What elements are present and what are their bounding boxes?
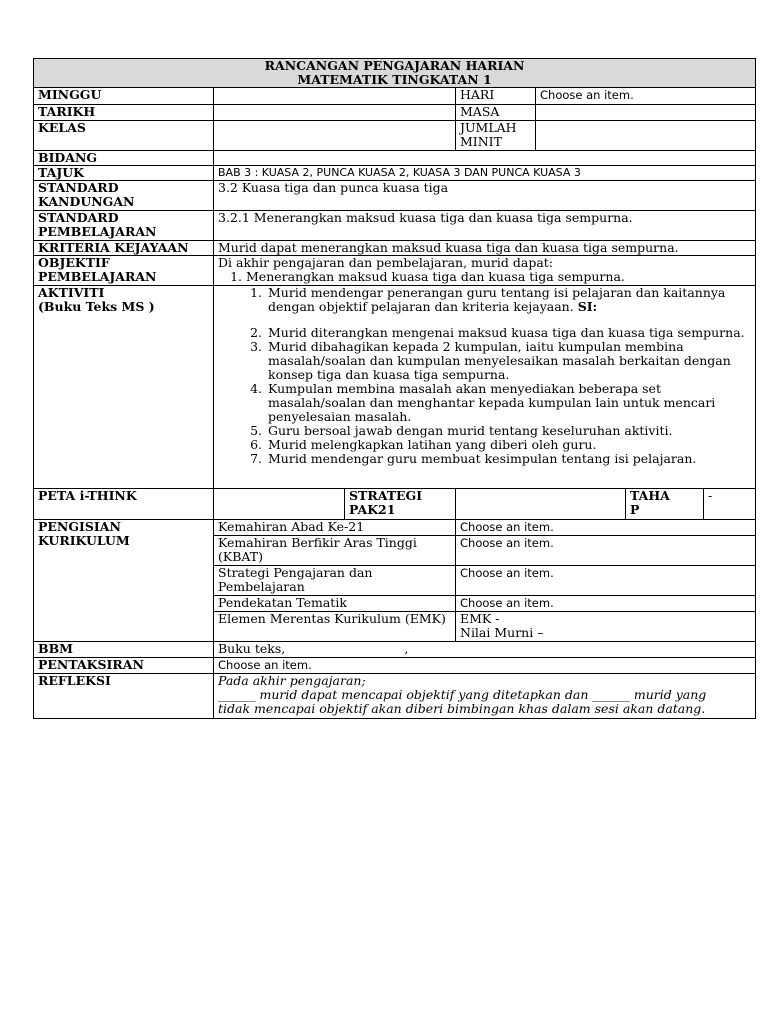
field-emk[interactable] <box>456 612 756 642</box>
label-minit: MINIT <box>460 134 502 149</box>
label-strategi-pp-line2: Pembelajaran <box>218 579 305 594</box>
label-kemahiran-abad: Kemahiran Abad Ke-21 <box>214 520 456 536</box>
dropdown-pendekatan-tematik[interactable]: Choose an item. <box>456 596 756 612</box>
field-bbm[interactable]: Buku teks, , <box>214 642 756 658</box>
field-aktiviti[interactable] <box>214 286 756 489</box>
refleksi-line2: ______ murid dapat mencapai objektif yang ditetapkan dan ______ murid yang <box>218 687 707 702</box>
label-strategi-pp-line1: Strategi Pengajaran dan <box>218 565 373 580</box>
label-kriteria-kejayaan: KRITERIA KEJAYAAN <box>34 241 214 256</box>
field-kriteria-kejayaan[interactable]: Murid dapat menerangkan maksud kuasa tiga dan kuasa tiga sempurna. <box>214 241 756 256</box>
label-tarikh: TARIKH <box>34 105 214 121</box>
label-tajuk: TAJUK <box>34 166 214 181</box>
label-emk: Elemen Merentas Kurikulum (EMK) <box>214 612 456 642</box>
objektif-item: 1. Menerangkan maksud kuasa tiga dan kuasa tiga sempurna. <box>246 270 751 284</box>
label-kbat <box>214 536 456 566</box>
field-refleksi[interactable] <box>214 674 756 719</box>
aktiviti-list <box>218 286 751 466</box>
field-tahap[interactable]: - <box>704 489 756 520</box>
label-jumlah: JUMLAH <box>460 120 517 135</box>
label-tahap-line1: TAHA <box>630 488 670 503</box>
field-peta-ithink[interactable] <box>214 489 345 520</box>
aktiviti-item: 4. Kumpulan membina masalah akan menyediakan beberapa set masalah/soalan dan menghantar kepada kumpulan lain untuk mencari penyelesaian masalah. <box>266 382 751 424</box>
label-standard-kandungan-line2: KANDUNGAN <box>38 194 135 209</box>
label-standard-kandungan-line1: STANDARD <box>38 180 119 195</box>
label-objektif-line1: OBJEKTIF <box>38 255 110 270</box>
aktiviti-item: 7. Murid mendengar guru membuat kesimpulan tentang isi pelajaran. <box>266 452 751 466</box>
label-hari: HARI <box>456 88 536 105</box>
label-pengisian-kurikulum <box>34 520 214 642</box>
label-tahap-line2: P <box>630 502 640 517</box>
document-header <box>34 59 756 88</box>
label-kbat-line1: Kemahiran Berfikir Aras Tinggi <box>218 535 417 550</box>
objektif-intro: Di akhir pengajaran dan pembelajaran, murid dapat: <box>218 255 554 270</box>
label-bidang: BIDANG <box>34 151 214 166</box>
label-masa: MASA <box>456 105 536 121</box>
label-standard-kandungan <box>34 181 214 211</box>
field-objektif[interactable] <box>214 256 756 286</box>
field-jumlah-minit[interactable] <box>536 121 756 151</box>
label-refleksi: REFLEKSI <box>34 674 214 719</box>
label-strategi-line2: PAK21 <box>349 502 396 517</box>
field-standard-kandungan[interactable]: 3.2 Kuasa tiga dan punca kuasa tiga <box>214 181 756 211</box>
aktiviti-item: 3. Murid dibahagikan kepada 2 kumpulan, iaitu kumpulan membina masalah/soalan dan kumpulan menyelesaikan masalah berkaitan dengan konsep tiga dan kuasa tiga sempurna. <box>266 340 751 382</box>
field-bidang[interactable] <box>214 151 756 166</box>
label-pengisian-line2: KURIKULUM <box>38 533 130 548</box>
label-jumlah-minit <box>456 121 536 151</box>
aktiviti-item: 2. Murid diterangkan mengenai maksud kuasa tiga dan kuasa tiga sempurna. <box>266 326 751 340</box>
rph-document <box>33 58 745 719</box>
field-strategi-pak21[interactable] <box>456 489 626 520</box>
label-standard-pembelajaran-line2: PEMBELAJARAN <box>38 224 157 239</box>
label-standard-pembelajaran-line1: STANDARD <box>38 210 119 225</box>
dropdown-kbat[interactable]: Choose an item. <box>456 536 756 566</box>
label-pentaksiran: PENTAKSIRAN <box>34 658 214 674</box>
field-masa[interactable] <box>536 105 756 121</box>
label-tahap <box>626 489 704 520</box>
aktiviti-item: 6. Murid melengkapkan latihan yang diberi oleh guru. <box>266 438 751 452</box>
dropdown-pentaksiran[interactable]: Choose an item. <box>214 658 756 674</box>
label-kelas: KELAS <box>34 121 214 151</box>
label-pengisian-line1: PENGISIAN <box>38 519 121 534</box>
label-objektif <box>34 256 214 286</box>
header-title: RANCANGAN PENGAJARAN HARIAN <box>264 58 525 73</box>
label-peta-ithink: PETA i-THINK <box>34 489 214 520</box>
dropdown-hari[interactable]: Choose an item. <box>536 88 756 105</box>
rph-table <box>33 58 756 719</box>
dropdown-strategi-pp[interactable]: Choose an item. <box>456 566 756 596</box>
emk-value: EMK - <box>460 611 500 626</box>
label-aktiviti <box>34 286 214 489</box>
label-pendekatan-tematik: Pendekatan Tematik <box>214 596 456 612</box>
label-aktiviti-line2: (Buku Teks MS ) <box>38 299 155 314</box>
label-kbat-line2: (KBAT) <box>218 549 263 564</box>
field-standard-pembelajaran[interactable]: 3.2.1 Menerangkan maksud kuasa tiga dan kuasa tiga sempurna. <box>214 211 756 241</box>
refleksi-line1: Pada akhir pengajaran; <box>218 673 366 688</box>
label-bbm: BBM <box>34 642 214 658</box>
dropdown-kemahiran-abad[interactable]: Choose an item. <box>456 520 756 536</box>
label-standard-pembelajaran <box>34 211 214 241</box>
label-minggu: MINGGU <box>34 88 214 105</box>
label-objektif-line2: PEMBELAJARAN <box>38 269 157 284</box>
label-strategi-line1: STRATEGI <box>349 488 423 503</box>
aktiviti-item: 5. Guru bersoal jawab dengan murid tentang keseluruhan aktiviti. <box>266 424 751 438</box>
field-tarikh[interactable] <box>214 105 456 121</box>
refleksi-line3: tidak mencapai objektif akan diberi bimbingan khas dalam sesi akan datang. <box>218 701 706 716</box>
field-minggu[interactable] <box>214 88 456 105</box>
header-subtitle: MATEMATIK TINGKATAN 1 <box>297 72 492 87</box>
label-strategi-pp <box>214 566 456 596</box>
field-kelas[interactable] <box>214 121 456 151</box>
objektif-list <box>218 270 751 284</box>
label-aktiviti-line1: AKTIVITI <box>38 285 105 300</box>
field-tajuk[interactable]: BAB 3 : KUASA 2, PUNCA KUASA 2, KUASA 3 DAN PUNCA KUASA 3 <box>214 166 756 181</box>
si-label: SI: <box>577 299 598 314</box>
aktiviti-item: 1. Murid mendengar penerangan guru tentang isi pelajaran dan kaitannya dengan objektif pelajaran dan kriteria kejayaan. SI: <box>266 286 751 314</box>
label-strategi-pak21 <box>345 489 456 520</box>
nilai-murni-value: Nilai Murni – <box>460 625 544 640</box>
